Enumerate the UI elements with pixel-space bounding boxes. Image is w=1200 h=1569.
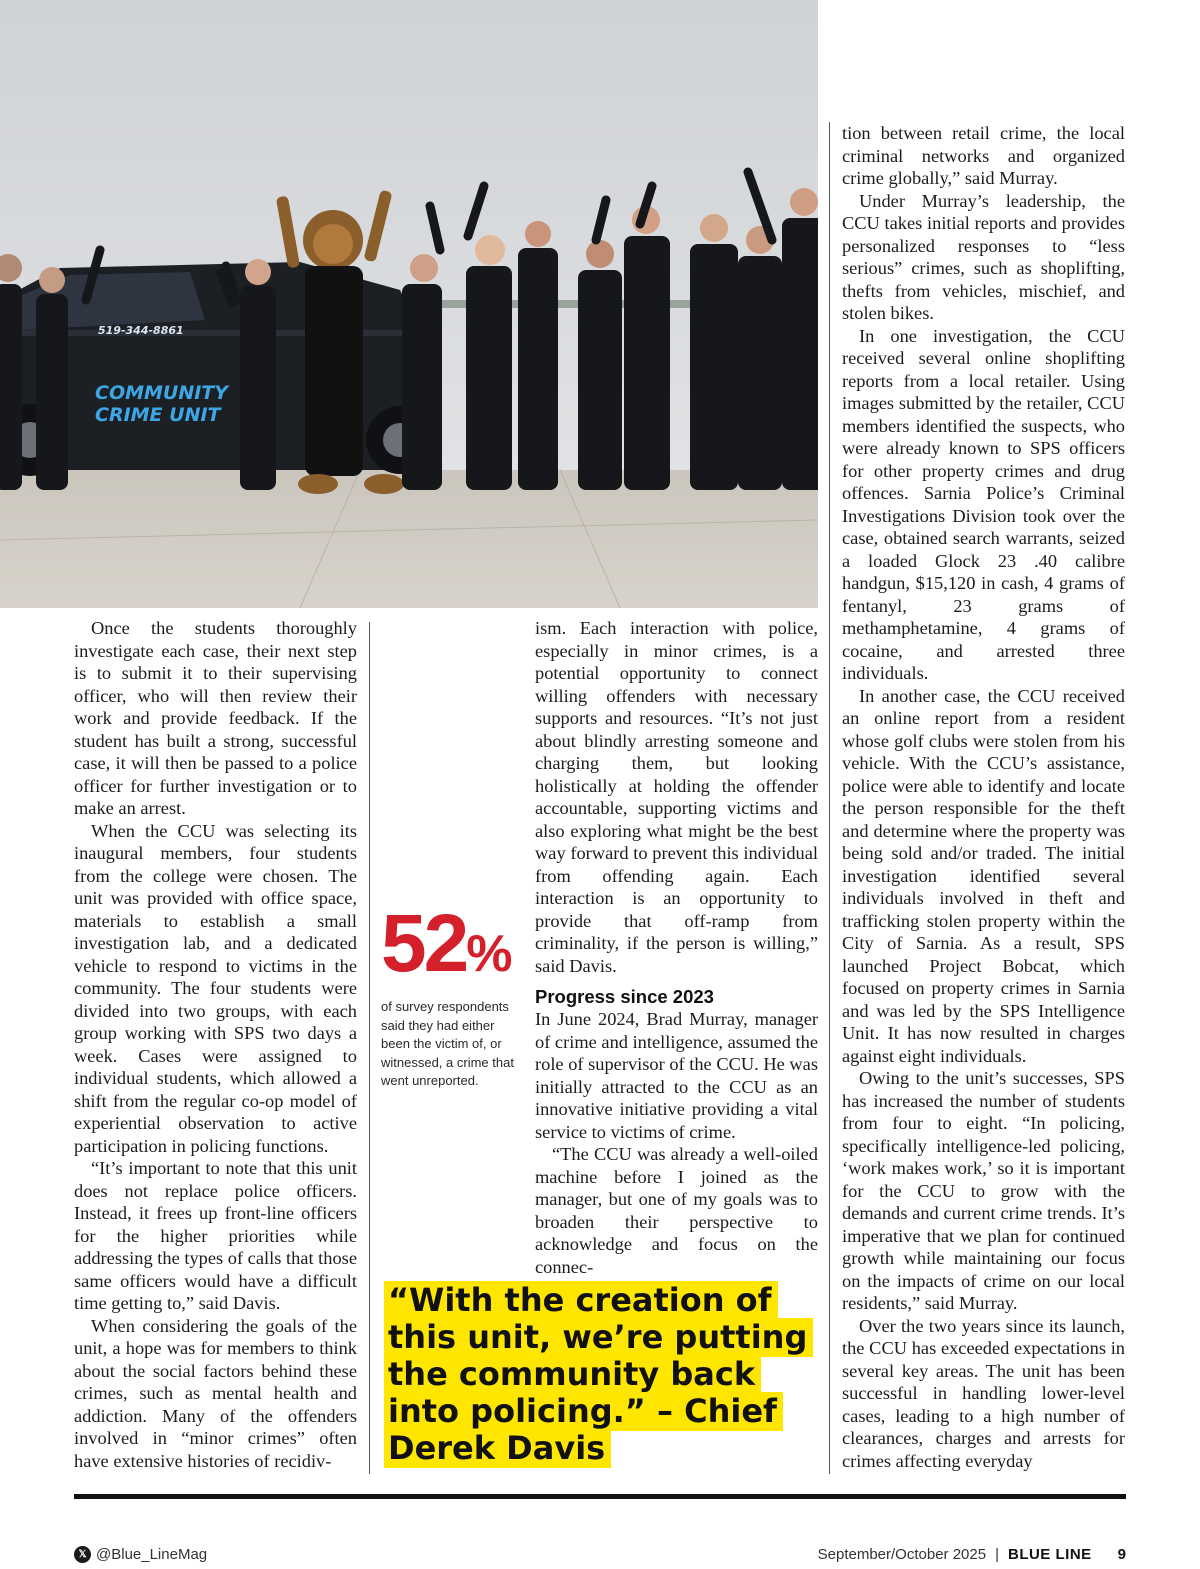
vehicle-phone: 519-344-8861 [98,324,184,337]
x-icon: 𝕏 [74,1546,91,1563]
footer-rule [74,1494,1126,1499]
footer-social [74,1546,207,1563]
pull-quote [384,1282,820,1467]
paragraph: Once the students thoroughly investigate each case, their next step is to submit it to their supervising officer, who will then review their work and provide feedback. If the student has built a strong, successful case, it will then be passed to a police officer for further investigation or to make an arrest. [74,618,357,818]
vehicle-text-crime-unit: CRIME UNIT [95,404,221,426]
stat-unit: % [466,925,513,983]
paragraph: ism. Each interaction with police, especially in minor crimes, is a potential opportunity to connect willing offenders with necessary supports and resources. “It’s not just about blindly arresting someone and charging them, but looking holistically at holding the offender accountable, supporting victims and also exploring what might be the best way forward to prevent this individual from offending again. Each interaction is an opportunity to provide that off-ramp from criminality, if the person is willing,” said Davis. [535,618,818,976]
paragraph: In one investigation, the CCU received several online shoplifting reports from a local retailer. Using images submitted by the retailer, CCU members identified the suspects, who were already known to SPS officers for other property crimes and drug offences. Sarnia Police’s Criminal Investigations Division took over the case, obtained search warrants, seized a loaded Glock 23 .40 calibre handgun, $15,120 in cash, 4 grams of fentanyl, 23 grams of methamphetamine, 4 grams of cocaine, and arrested three individuals. [842,325,1125,683]
team-photo [0,0,818,608]
column-divider [829,122,830,1474]
paragraph: “It’s important to note that this unit does not replace police officers. Instead, it frees up front-line officers for the higher priorities while addressing the types of calls that those same officers would have a difficult time getting to,” said Davis. [74,1158,357,1313]
stat-caption: of survey respondents said they had either been the victim of, or witnessed, a crime that went unreported. [381,999,514,1088]
paragraph: In another case, the CCU received an online report from a resident whose golf clubs were stolen from his vehicle. With the CCU’s assistance, police were able to identify and locate the person responsible for the theft and determine where the property was being sold and/or traded. The initial investigation identified several individuals involved in theft and trafficking stolen property within the City of Sarnia. As a result, SPS launched Project Bobcat, which focused on property crimes in Sarnia and was led by the SPS Intelligence Unit. It has now resulted in charges against eight individuals. [842,685,1125,1066]
article-column-2 [535,617,818,1277]
footer-issue-info [818,1546,1126,1563]
stat-number: 52% [381,898,513,989]
paragraph: When the CCU was selecting its inaugural members, four students from the college were chosen. The unit was provided with office space, materials to establish a small investigation lab, and a dedicated vehicle to respond to victims in the community. The four students were divided into two groups, with each group working with SPS two days a week. Cases were assigned to individual students, which allowed a shift from the regular co-op model of experiential observation to active participation in policing functions. [74,820,357,1156]
paragraph: In June 2024, Brad Murray, manager of crime and intelligence, assumed the role of supervisor of the CCU. He was initially attracted to the CCU as an innovative initiative providing a vital service to victims of crime. [535,1009,818,1142]
vehicle-text-community: COMMUNITY [95,382,229,404]
paragraph: Owing to the unit’s successes, SPS has increased the number of students from four to eight. “In policing, specifically intelligence-led policing, ‘work makes work,’ so it is important for the CCU to grow with the demands and current crime trends. It’s imperative that we plan for continued growth while maintaining our focus on the impacts of crime on our local residents,” said Murray. [842,1068,1125,1313]
stat-callout [381,900,516,1091]
article-column-3 [842,122,1125,1474]
issue-date: September/October 2025 [817,1546,987,1563]
magazine-brand: BLUE LINE [1007,1546,1092,1563]
page-number: 9 [1117,1546,1126,1563]
paragraph: tion between retail crime, the local criminal networks and organized crime globally,” said Murray. [842,123,1125,188]
paragraph: Over the two years since its launch, the CCU has exceeded expectations in several key areas. The unit has been successful in handling lower-level cases, leading to a high number of clearances, charges and arrests for crimes affecting everyday [842,1315,1125,1471]
pull-quote-text: “With the creation of this unit, we’re putting the community back into policing.” – Chief Derek Davis [384,1281,813,1468]
column-divider [369,622,370,1474]
footer-separator: | [995,1546,999,1563]
social-handle[interactable]: @Blue_LineMag [96,1546,208,1563]
article-column-1 [74,617,357,1472]
paragraph: When considering the goals of the unit, a hope was for members to think about the social factors behind these crimes, such as mental health and addiction. Many of the offenders involved in “minor crimes” often have extensive histories of recidiv- [74,1315,357,1471]
paragraph: Under Murray’s leadership, the CCU takes initial reports and provides personalized responses to “less serious” crimes, such as shoplifting, thefts from vehicles, mischief, and stolen bikes. [842,190,1125,323]
section-heading: Progress since 2023 [535,986,714,1007]
paragraph: “The CCU was already a well-oiled machine before I joined as the manager, but one of my goals was to broaden their perspective to acknowledge and focus on the connec- [535,1144,818,1277]
